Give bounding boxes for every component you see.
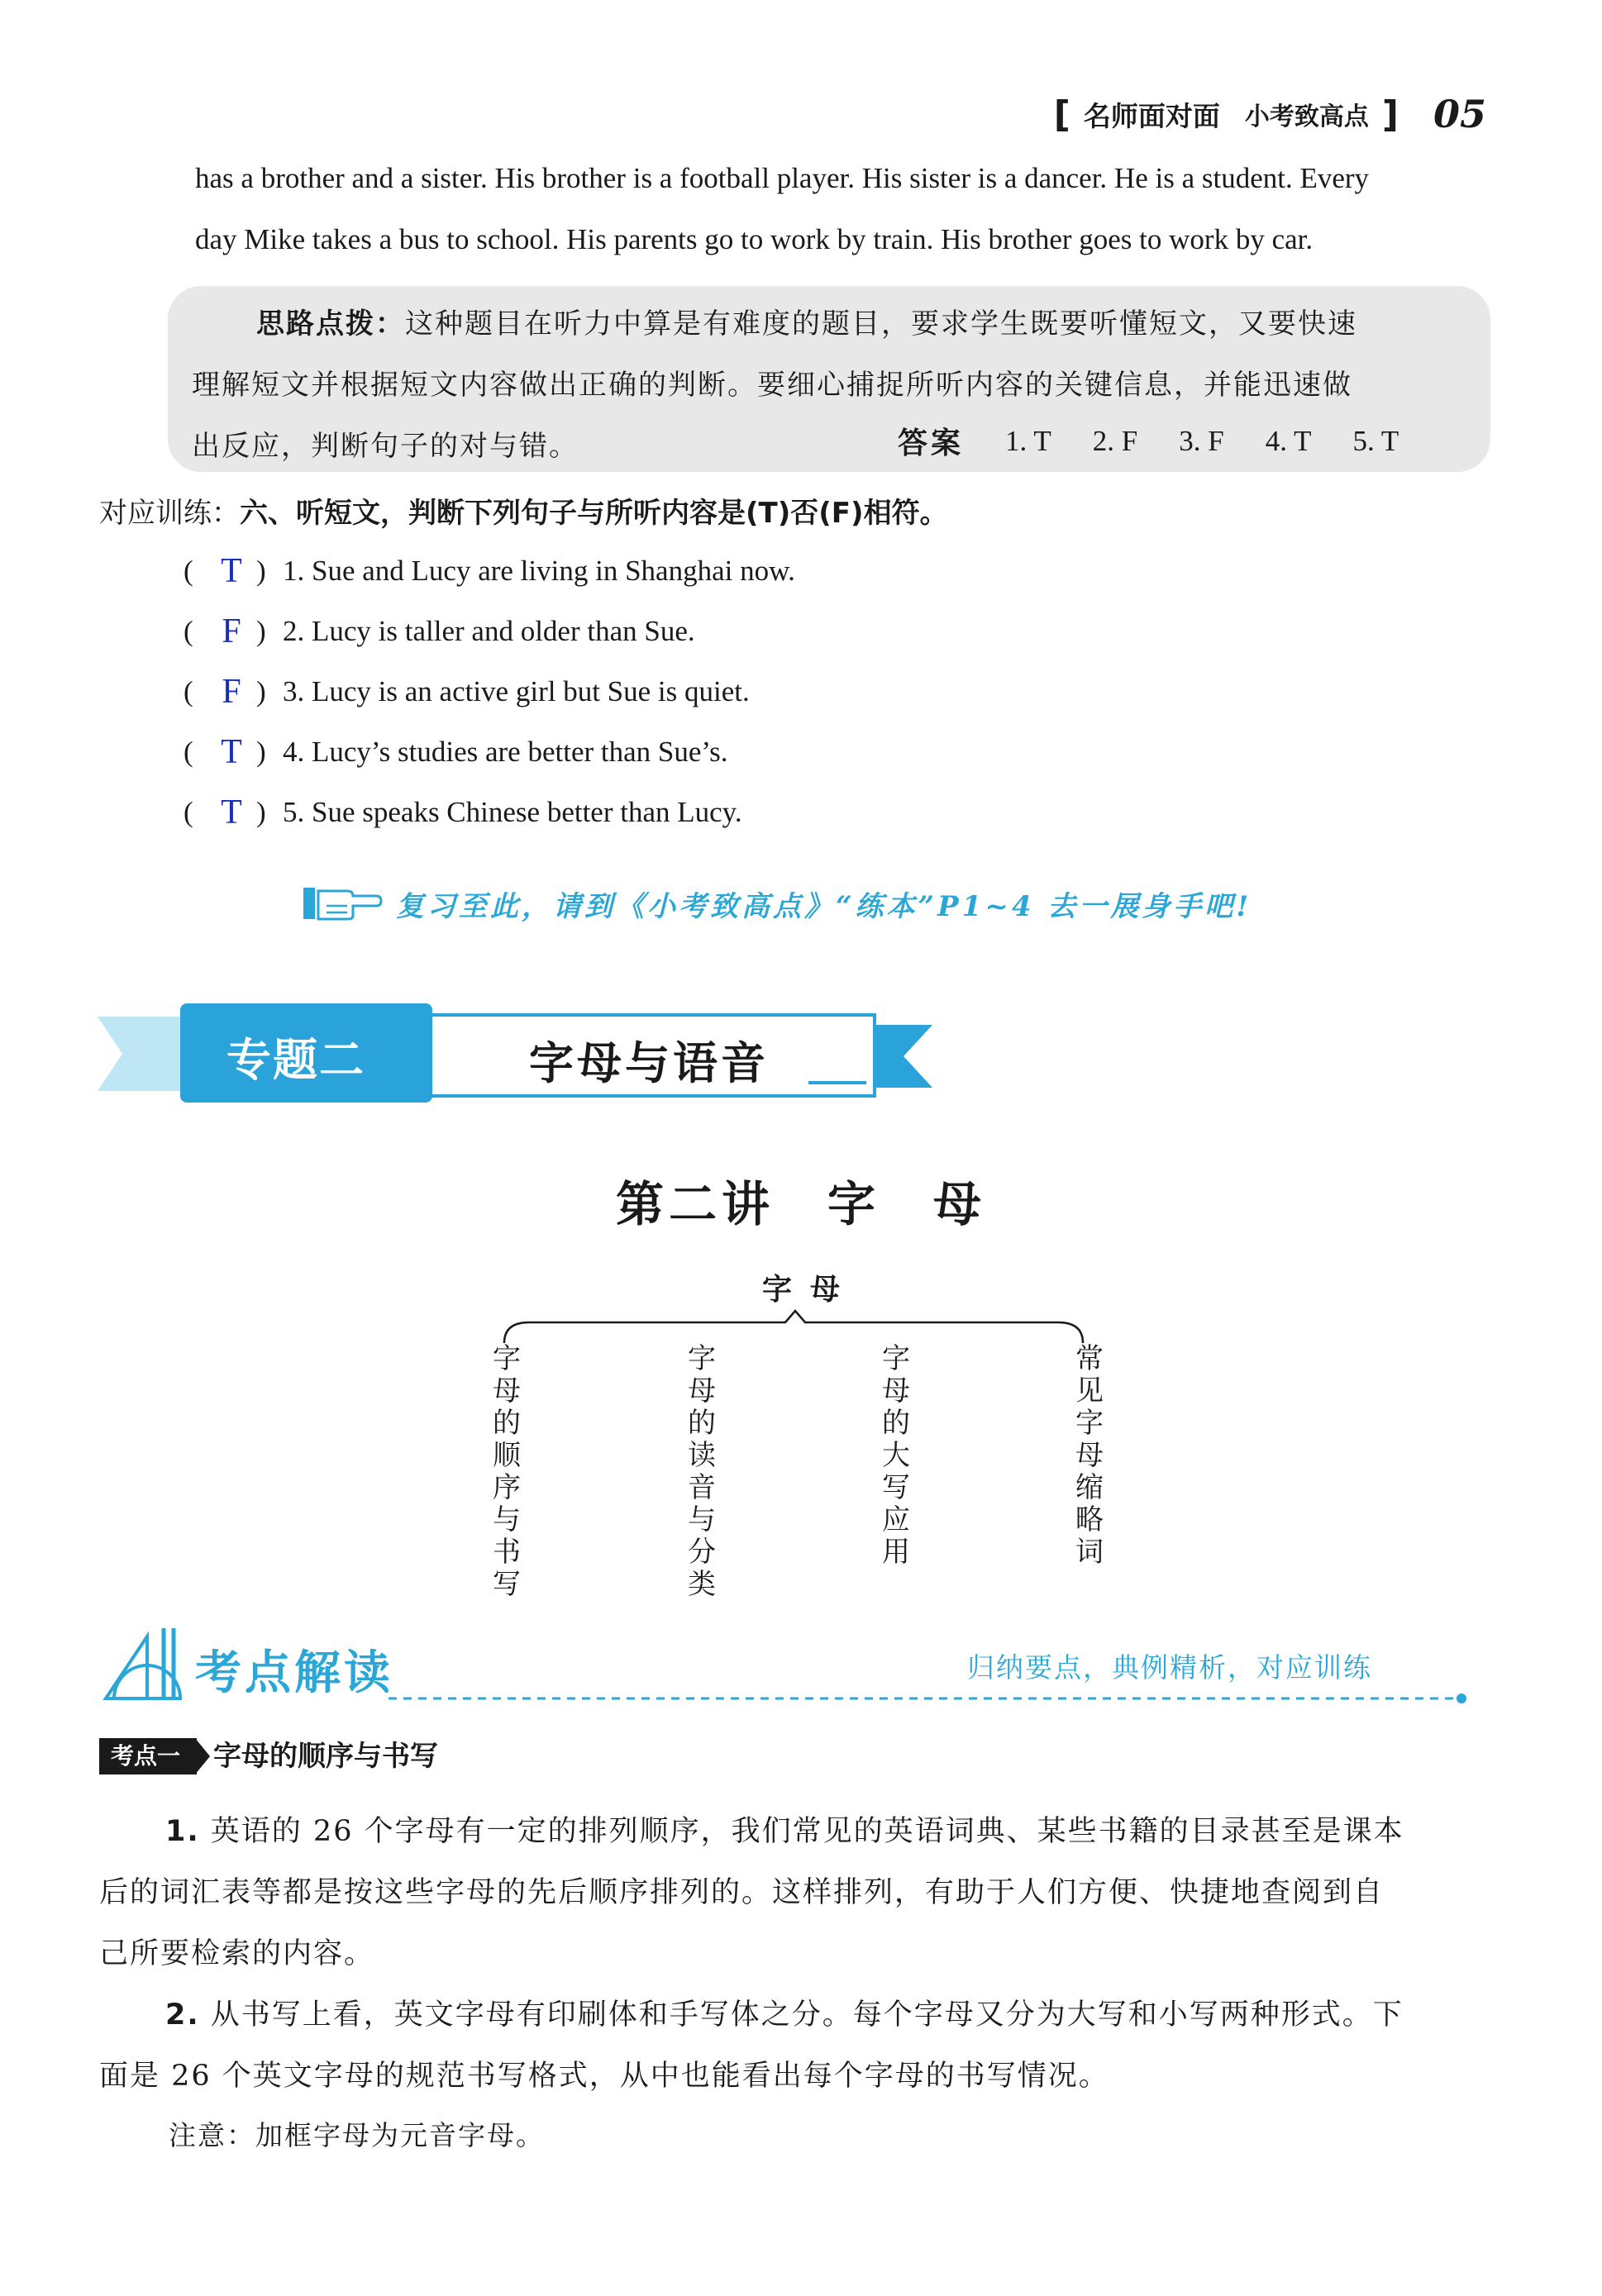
- question-row: ( T ) 4. Lucy’s studies are better than Sue’s.: [184, 733, 728, 771]
- kaodian-title: 考点解读: [195, 1646, 393, 1700]
- question-row: ( F ) 2. Lucy is taller and older than Sue.: [184, 612, 695, 650]
- exercise-title: 六、听短文，判断下列句子与所听内容是(T)否(F)相符。: [240, 497, 948, 530]
- tree-bracket: [479, 1306, 1108, 1347]
- tree-branch: 字母的顺序与书写: [493, 1342, 521, 1601]
- question-text: 2. Lucy is taller and older than Sue.: [283, 615, 695, 647]
- tag-arrow-icon: [195, 1738, 212, 1774]
- passage-line-1: has a brother and a sister. His brother is a football player. His sister is a dancer. He is a student. Every: [195, 162, 1370, 194]
- tree-root: 字母: [761, 1273, 858, 1307]
- exercise-lead: 对应训练：: [99, 497, 240, 530]
- para1-line-1: [165, 1808, 1404, 1850]
- topic-title: 字母与语音: [529, 1037, 769, 1089]
- answer-item: 5. T: [1352, 424, 1399, 457]
- tip-text-1: 这种题目在听力中算是有难度的题目，要求学生既要听懂短文，又要快速: [405, 307, 1357, 341]
- para1-line-2: 后的词汇表等都是按这些字母的先后顺序排列的。这样排列，有助于人们方便、快捷地查阅到自: [99, 1876, 1385, 1909]
- point-title: 字母的顺序与书写: [213, 1740, 438, 1773]
- tree-branch: 字母的读音与分类: [688, 1342, 716, 1601]
- answer-item: 2. F: [1092, 424, 1138, 457]
- question-row: ( T ) 1. Sue and Lucy are living in Shanghai now.: [184, 552, 795, 590]
- answer-item: 4. T: [1265, 424, 1312, 457]
- question-answer: T: [221, 793, 242, 831]
- exercise-heading: [99, 490, 948, 531]
- topic-tag-label: 专题二: [226, 1034, 365, 1086]
- question-text: 3. Lucy is an active girl but Sue is quiet.: [283, 675, 750, 707]
- question-answer: T: [221, 552, 242, 590]
- question-text: 1. Sue and Lucy are living in Shanghai now.: [283, 555, 795, 587]
- tip-line-3: 出反应，判断句子的对与错。: [192, 430, 579, 463]
- para-number: 2.: [165, 1998, 200, 2032]
- pointing-hand-icon: [302, 883, 384, 924]
- para1-line-3: 己所要检索的内容。: [99, 1937, 375, 1970]
- lecture-title: 第二讲 字 母: [615, 1176, 986, 1232]
- question-answer: F: [222, 612, 241, 650]
- tree-branch: 常见字母缩略词: [1075, 1342, 1104, 1569]
- tip-answers: [898, 420, 1399, 462]
- question-text: 5. Sue speaks Chinese better than Lucy.: [283, 796, 742, 828]
- passage-line-2: day Mike takes a bus to school. His parents go to work by train. His brother goes to work by car.: [195, 223, 1314, 255]
- question-text: 4. Lucy’s studies are better than Sue’s.: [283, 736, 728, 768]
- point-tag: 考点一: [99, 1738, 197, 1774]
- question-answer: F: [222, 673, 241, 711]
- question-answer: T: [221, 733, 242, 771]
- bracket-right: ]: [1381, 93, 1399, 136]
- page-header: [1054, 89, 1486, 139]
- ruler-compass-icon: [98, 1620, 188, 1711]
- answer-label: 答案: [898, 426, 965, 460]
- para2-line-1: [165, 1992, 1404, 2033]
- tree-branch: 字母的大写应用: [882, 1342, 910, 1569]
- series-slogan: 小考致高点: [1244, 102, 1369, 131]
- brand-name: 名师面对面: [1083, 99, 1220, 132]
- review-text: 复习至此，请到《小考致高点》“练本”P1~4 去一展身手吧!: [396, 889, 1252, 923]
- topic-tag: [180, 1003, 432, 1103]
- question-row: ( T ) 5. Sue speaks Chinese better than Lucy.: [184, 793, 742, 831]
- para2-line-2: 面是 26 个英文字母的规范书写格式，从中也能看出每个字母的书写情况。: [99, 2060, 1109, 2093]
- tip-label: 思路点拨：: [256, 307, 405, 341]
- question-row: ( F ) 3. Lucy is an active girl but Sue is quiet.: [184, 673, 750, 711]
- tip-line-2: 理解短文并根据短文内容做出正确的判断。要细心捕捉所听内容的关键信息，并能迅速做: [192, 369, 1352, 402]
- kaodian-subtitle: 归纳要点，典例精析，对应训练: [967, 1651, 1372, 1684]
- para-number: 1.: [165, 1815, 200, 1848]
- kaodian-dashed-line: [389, 1686, 1471, 1711]
- tip-line-1: [256, 301, 1357, 341]
- answer-item: 3. F: [1179, 424, 1224, 457]
- answer-item: 1. T: [1005, 424, 1051, 457]
- review-banner: [302, 878, 1252, 929]
- page-number: 05: [1433, 92, 1486, 136]
- note-line: 注意：加框字母为元音字母。: [169, 2119, 545, 2151]
- para-text: 从书写上看，英文字母有印刷体和手写体之分。每个字母又分为大写和小写两种形式。下: [210, 1998, 1404, 2032]
- para-text: 英语的 26 个字母有一定的排列顺序，我们常见的英语词典、某些书籍的目录甚至是课本: [210, 1815, 1404, 1848]
- bracket-left: [: [1053, 93, 1070, 136]
